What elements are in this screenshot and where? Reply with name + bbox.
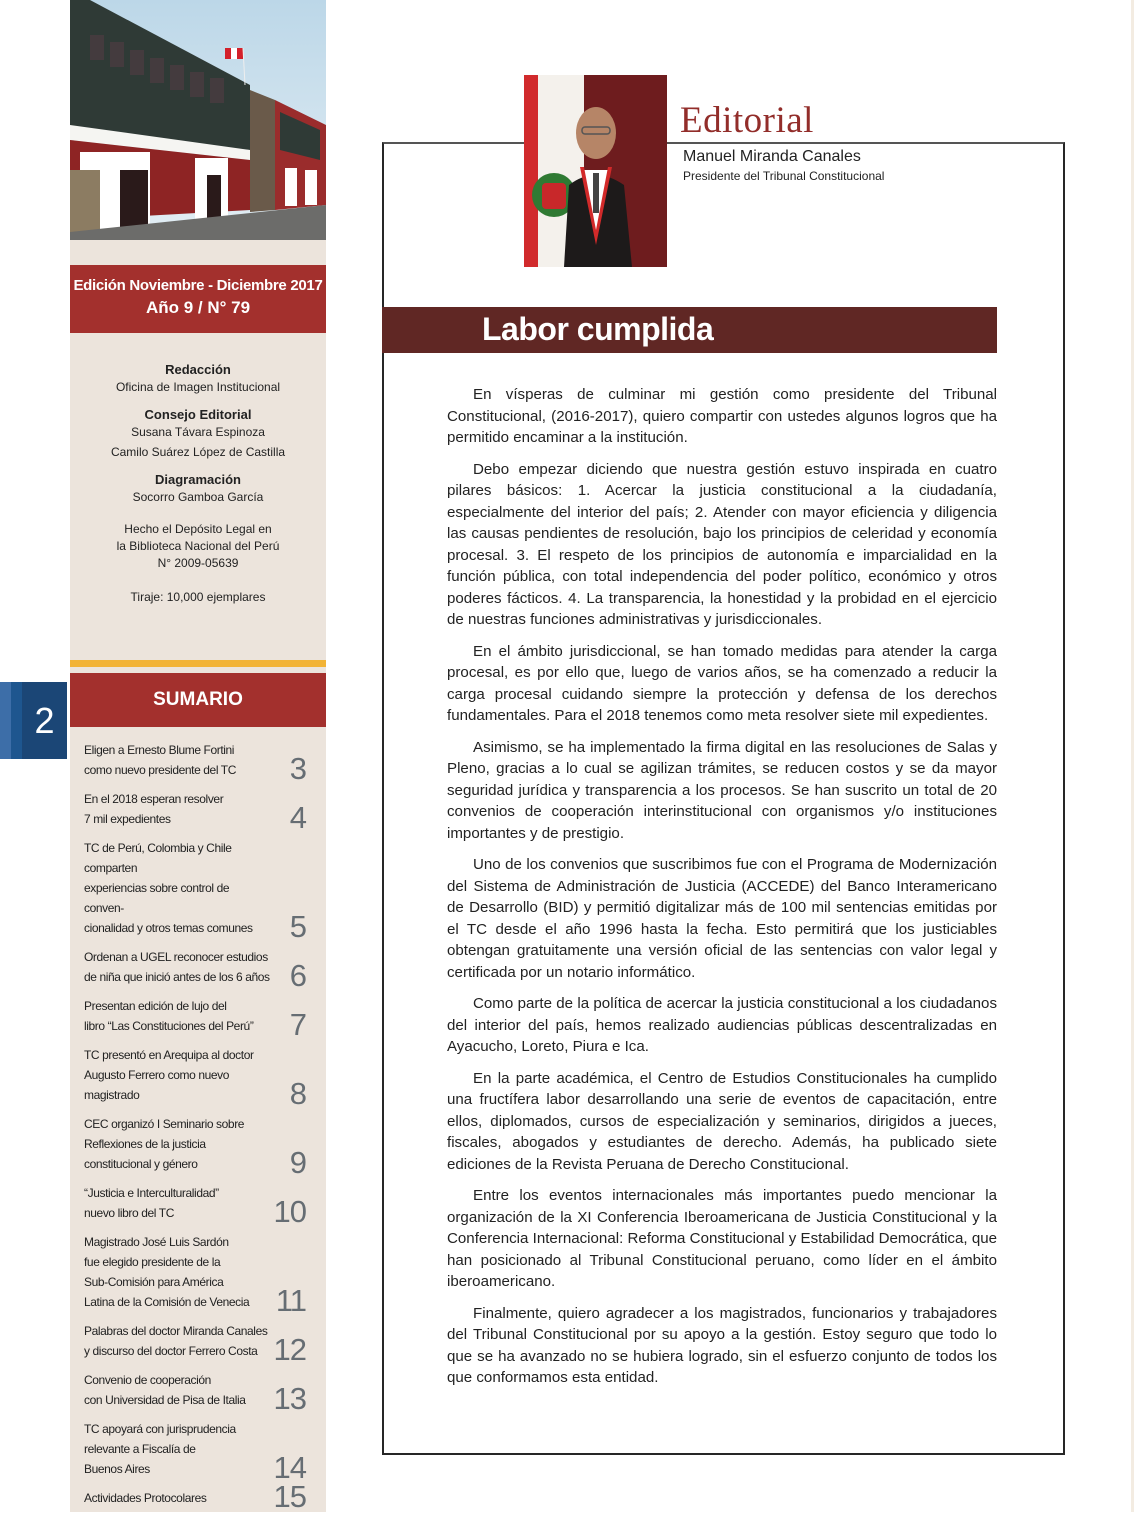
- toc-item[interactable]: [84, 740, 310, 786]
- author-role: Presidente del Tribunal Constitucional: [683, 169, 885, 183]
- toc-item-text: Palabras del doctor Miranda Canales: [84, 1324, 268, 1338]
- toc-item-text: como nuevo presidente del TC: [84, 763, 237, 777]
- toc-item-text: Convenio de cooperación: [84, 1373, 211, 1387]
- article-title-bar: [382, 307, 997, 353]
- toc-page-number: 9: [289, 1145, 306, 1180]
- article-title: Labor cumplida: [482, 311, 714, 347]
- toc-item-text: libro “Las Constituciones del Perú”: [84, 1019, 254, 1033]
- toc-item-text: fue elegido presidente de la: [84, 1255, 221, 1269]
- sidebar: [70, 0, 326, 1512]
- article-paragraph: Finalmente, quiero agradecer a los magistrados, funcionarios y trabajadores del Tribunal Constitucional por su apoyo a la gestión. Estoy seguro que todo lo que se ha avanzado no se hubiera logrado, sin el esfuerzo conjunto de todos los que conformamos esta entidad.: [447, 1304, 997, 1386]
- legal-line: N° 2009-05639: [157, 556, 239, 570]
- edition-number: Año 9 / N° 79: [145, 298, 251, 317]
- page-number-tab: [0, 682, 67, 759]
- toc-page-number: 4: [289, 800, 306, 835]
- toc-item-text: En el 2018 esperan resolver: [84, 792, 224, 806]
- credits-heading-redaccion: Redacción: [165, 362, 231, 377]
- toc-item-text: Latina de la Comisión de Venecia: [84, 1295, 250, 1309]
- toc-item[interactable]: [84, 1114, 310, 1180]
- toc-item-text: constitucional y género: [84, 1157, 198, 1171]
- tab-stripe: [11, 682, 22, 759]
- article-paragraph: En el ámbito jurisdiccional, se han tomado medidas para atender la carga procesal, es por ello que, luego de varios años, se ha comenzado a reducir la carga procesal cuidando siempre la protección y defensa de los derechos fundamentales. Para el 2018 tenemos como meta resolver siete mil expedientes.: [447, 642, 997, 724]
- toc-page-number: 13: [273, 1381, 306, 1416]
- toc-page-number: 8: [289, 1076, 306, 1111]
- toc-page-number: 12: [273, 1332, 306, 1367]
- toc-page-number: 7: [289, 1007, 306, 1042]
- author-portrait: [524, 75, 667, 267]
- toc-item-text: relevante a Fiscalía de: [84, 1442, 196, 1456]
- tab-stripe: [0, 682, 11, 759]
- credits-heading-diagramacion: Diagramación: [155, 472, 241, 487]
- toc-item-text: Magistrado José Luis Sardón: [84, 1235, 229, 1249]
- edition-dates: Edición Noviembre - Diciembre 2017: [73, 277, 323, 294]
- building-photo: [70, 0, 326, 240]
- page-number: 2: [22, 682, 67, 759]
- portrait-illustration: [524, 75, 667, 267]
- credits-value-consejo: Susana Távara Espinoza: [131, 425, 265, 439]
- toc-page-number: 10: [273, 1194, 306, 1229]
- article-paragraph: Asimismo, se ha implementado la firma digital en las resoluciones de Salas y Pleno, gracias a lo cual se agilizan trámites, se reducen costos y se da mayor seguridad jurídica y transparencia a los procesos. Se han suscrito un total de 20 convenios de cooperación interinstitucional con organismos y/o instituciones importantes y de prestigio.: [447, 738, 997, 842]
- section-title-editorial: Editorial: [680, 100, 814, 141]
- toc-item-text: y discurso del doctor Ferrero Costa: [84, 1344, 258, 1358]
- article-paragraph: Entre los eventos internacionales más importantes puedo mencionar la organización de la XI Conferencia Iberoamericana de Justicia Constitucional y la Conferencia Internacional: Reforma Constitucional y Estabilidad Democrática, que han posicionado al Tribunal Constitucional peruano, como líder en el ámbito iberoamericano.: [447, 1187, 997, 1290]
- legal-deposit: [70, 521, 326, 572]
- toc-item[interactable]: [84, 1183, 310, 1229]
- toc-item-text: TC presentó en Arequipa al doctor: [84, 1048, 254, 1062]
- credits: [70, 362, 326, 604]
- table-of-contents: [84, 740, 310, 1517]
- article-paragraph: Debo empezar diciendo que nuestra gestión estuvo inspirada en cuatro pilares básicos: 1. Acercar la justicia constitucional a la ciudadanía, especialmente del interior del país; 2. Atender con mayor eficiencia y diligencia las causas pendientes de resolución, bajo los principios de celeridad y economía procesal. 3. El respeto de los principios de autonomía e imparcialidad en la función pública, con total independencia del poder político, económico y otros poderes fácticos. 4. La transparencia, la honestidad y la probidad en el ejercicio de nuestras funciones administrativas y jurisdiccionales.: [447, 460, 997, 628]
- article-body: [447, 384, 997, 1399]
- toc-item-text: Augusto Ferrero como nuevo magistrado: [84, 1068, 230, 1102]
- toc-page-number: 14: [273, 1450, 306, 1485]
- credits-value-diagramacion: Socorro Gamboa García: [132, 490, 264, 504]
- toc-item-text: nuevo libro del TC: [84, 1206, 174, 1220]
- toc-item[interactable]: [84, 996, 310, 1042]
- toc-item[interactable]: [84, 947, 310, 993]
- article-paragraph: Como parte de la política de acercar la justicia constitucional a los ciudadanos del interior del país, hemos realizado audiencias públicas descentralizadas en Ayacucho, Loreto, Piura e Ica.: [447, 995, 997, 1055]
- toc-item-text: Ordenan a UGEL reconocer estudios: [84, 950, 268, 964]
- toc-item-text: experiencias sobre control de conven-: [84, 881, 230, 915]
- toc-page-number: 3: [289, 751, 306, 786]
- toc-page-number: 15: [273, 1479, 306, 1514]
- toc-item-text: CEC organizó I Seminario sobre: [84, 1117, 245, 1131]
- toc-item-text: TC de Perú, Colombia y Chile comparten: [84, 841, 232, 875]
- toc-item-text: Eligen a Ernesto Blume Fortini: [84, 743, 235, 757]
- sumario-heading: SUMARIO: [70, 673, 326, 727]
- toc-item-text: Sub-Comisión para América: [84, 1275, 224, 1289]
- toc-item[interactable]: [84, 1479, 310, 1514]
- toc-item-text: “Justicia e Interculturalidad”: [84, 1186, 219, 1200]
- toc-item-text: cionalidad y otros temas comunes: [84, 921, 253, 935]
- toc-item-text: Reflexiones de la justicia: [84, 1137, 206, 1151]
- edition-banner: [70, 265, 326, 333]
- article-paragraph: En la parte académica, el Centro de Estudios Constitucionales ha cumplido una fructífera labor desarrollando una serie de eventos de capacitación, entre ellos, diplomados, cursos de especialización y seminarios, dirigidos a jueces, fiscales, abogados y estudiantes de derecho. Además, ha publicado siete ediciones de la Revista Peruana de Derecho Constitucional.: [447, 1069, 997, 1173]
- print-run: Tiraje: 10,000 ejemplares: [130, 590, 266, 604]
- toc-item-text: con Universidad de Pisa de Italia: [84, 1393, 246, 1407]
- toc-page-number: 11: [275, 1283, 306, 1318]
- article-paragraph: Uno de los convenios que suscribimos fue con el Programa de Modernización del Sistema de Administración de Justicia (ACCEDE) del Banco Interamericano de Desarrollo (BID) y permitió digitalizar más de 100 mil sentencias emitidas por el TC desde el año 1996 hasta la fecha. Esto permitirá que los justiciables obtengan gratuitamente una versión oficial de las sentencias con valor legal y certificada por un notario informático.: [447, 856, 997, 981]
- credits-heading-consejo: Consejo Editorial: [144, 407, 252, 422]
- toc-item[interactable]: [84, 1232, 310, 1318]
- credits-value-consejo: Camilo Suárez López de Castilla: [110, 445, 286, 459]
- credits-value-redaccion: Oficina de Imagen Institucional: [115, 380, 281, 394]
- toc-item[interactable]: [84, 789, 310, 835]
- toc-item[interactable]: [84, 1370, 310, 1416]
- toc-item[interactable]: [84, 1321, 310, 1367]
- toc-item-text: Buenos Aires: [84, 1462, 150, 1476]
- toc-item-text: Actividades Protocolares: [84, 1491, 207, 1505]
- toc-item-text: TC apoyará con jurisprudencia: [84, 1422, 236, 1436]
- toc-item[interactable]: [84, 1419, 310, 1485]
- toc-page-number: 5: [289, 909, 306, 944]
- divider-bar: [70, 660, 326, 667]
- article-paragraph: En vísperas de culminar mi gestión como presidente del Tribunal Constitucional, (2016-2017), quiero compartir con ustedes algunos logros que ha permitido encaminar a la institución.: [447, 386, 997, 446]
- toc-item-text: de niña que inició antes de los 6 años: [84, 970, 270, 984]
- toc-item[interactable]: [84, 838, 310, 944]
- toc-item-text: 7 mil expedientes: [84, 812, 171, 826]
- toc-page-number: 6: [289, 958, 306, 993]
- author-name: Manuel Miranda Canales: [683, 148, 861, 165]
- building-illustration: [70, 0, 326, 240]
- legal-line: Hecho el Depósito Legal en: [124, 522, 272, 536]
- legal-line: la Biblioteca Nacional del Perú: [116, 539, 280, 553]
- toc-item[interactable]: [84, 1045, 310, 1111]
- toc-item-text: Presentan edición de lujo del: [84, 999, 227, 1013]
